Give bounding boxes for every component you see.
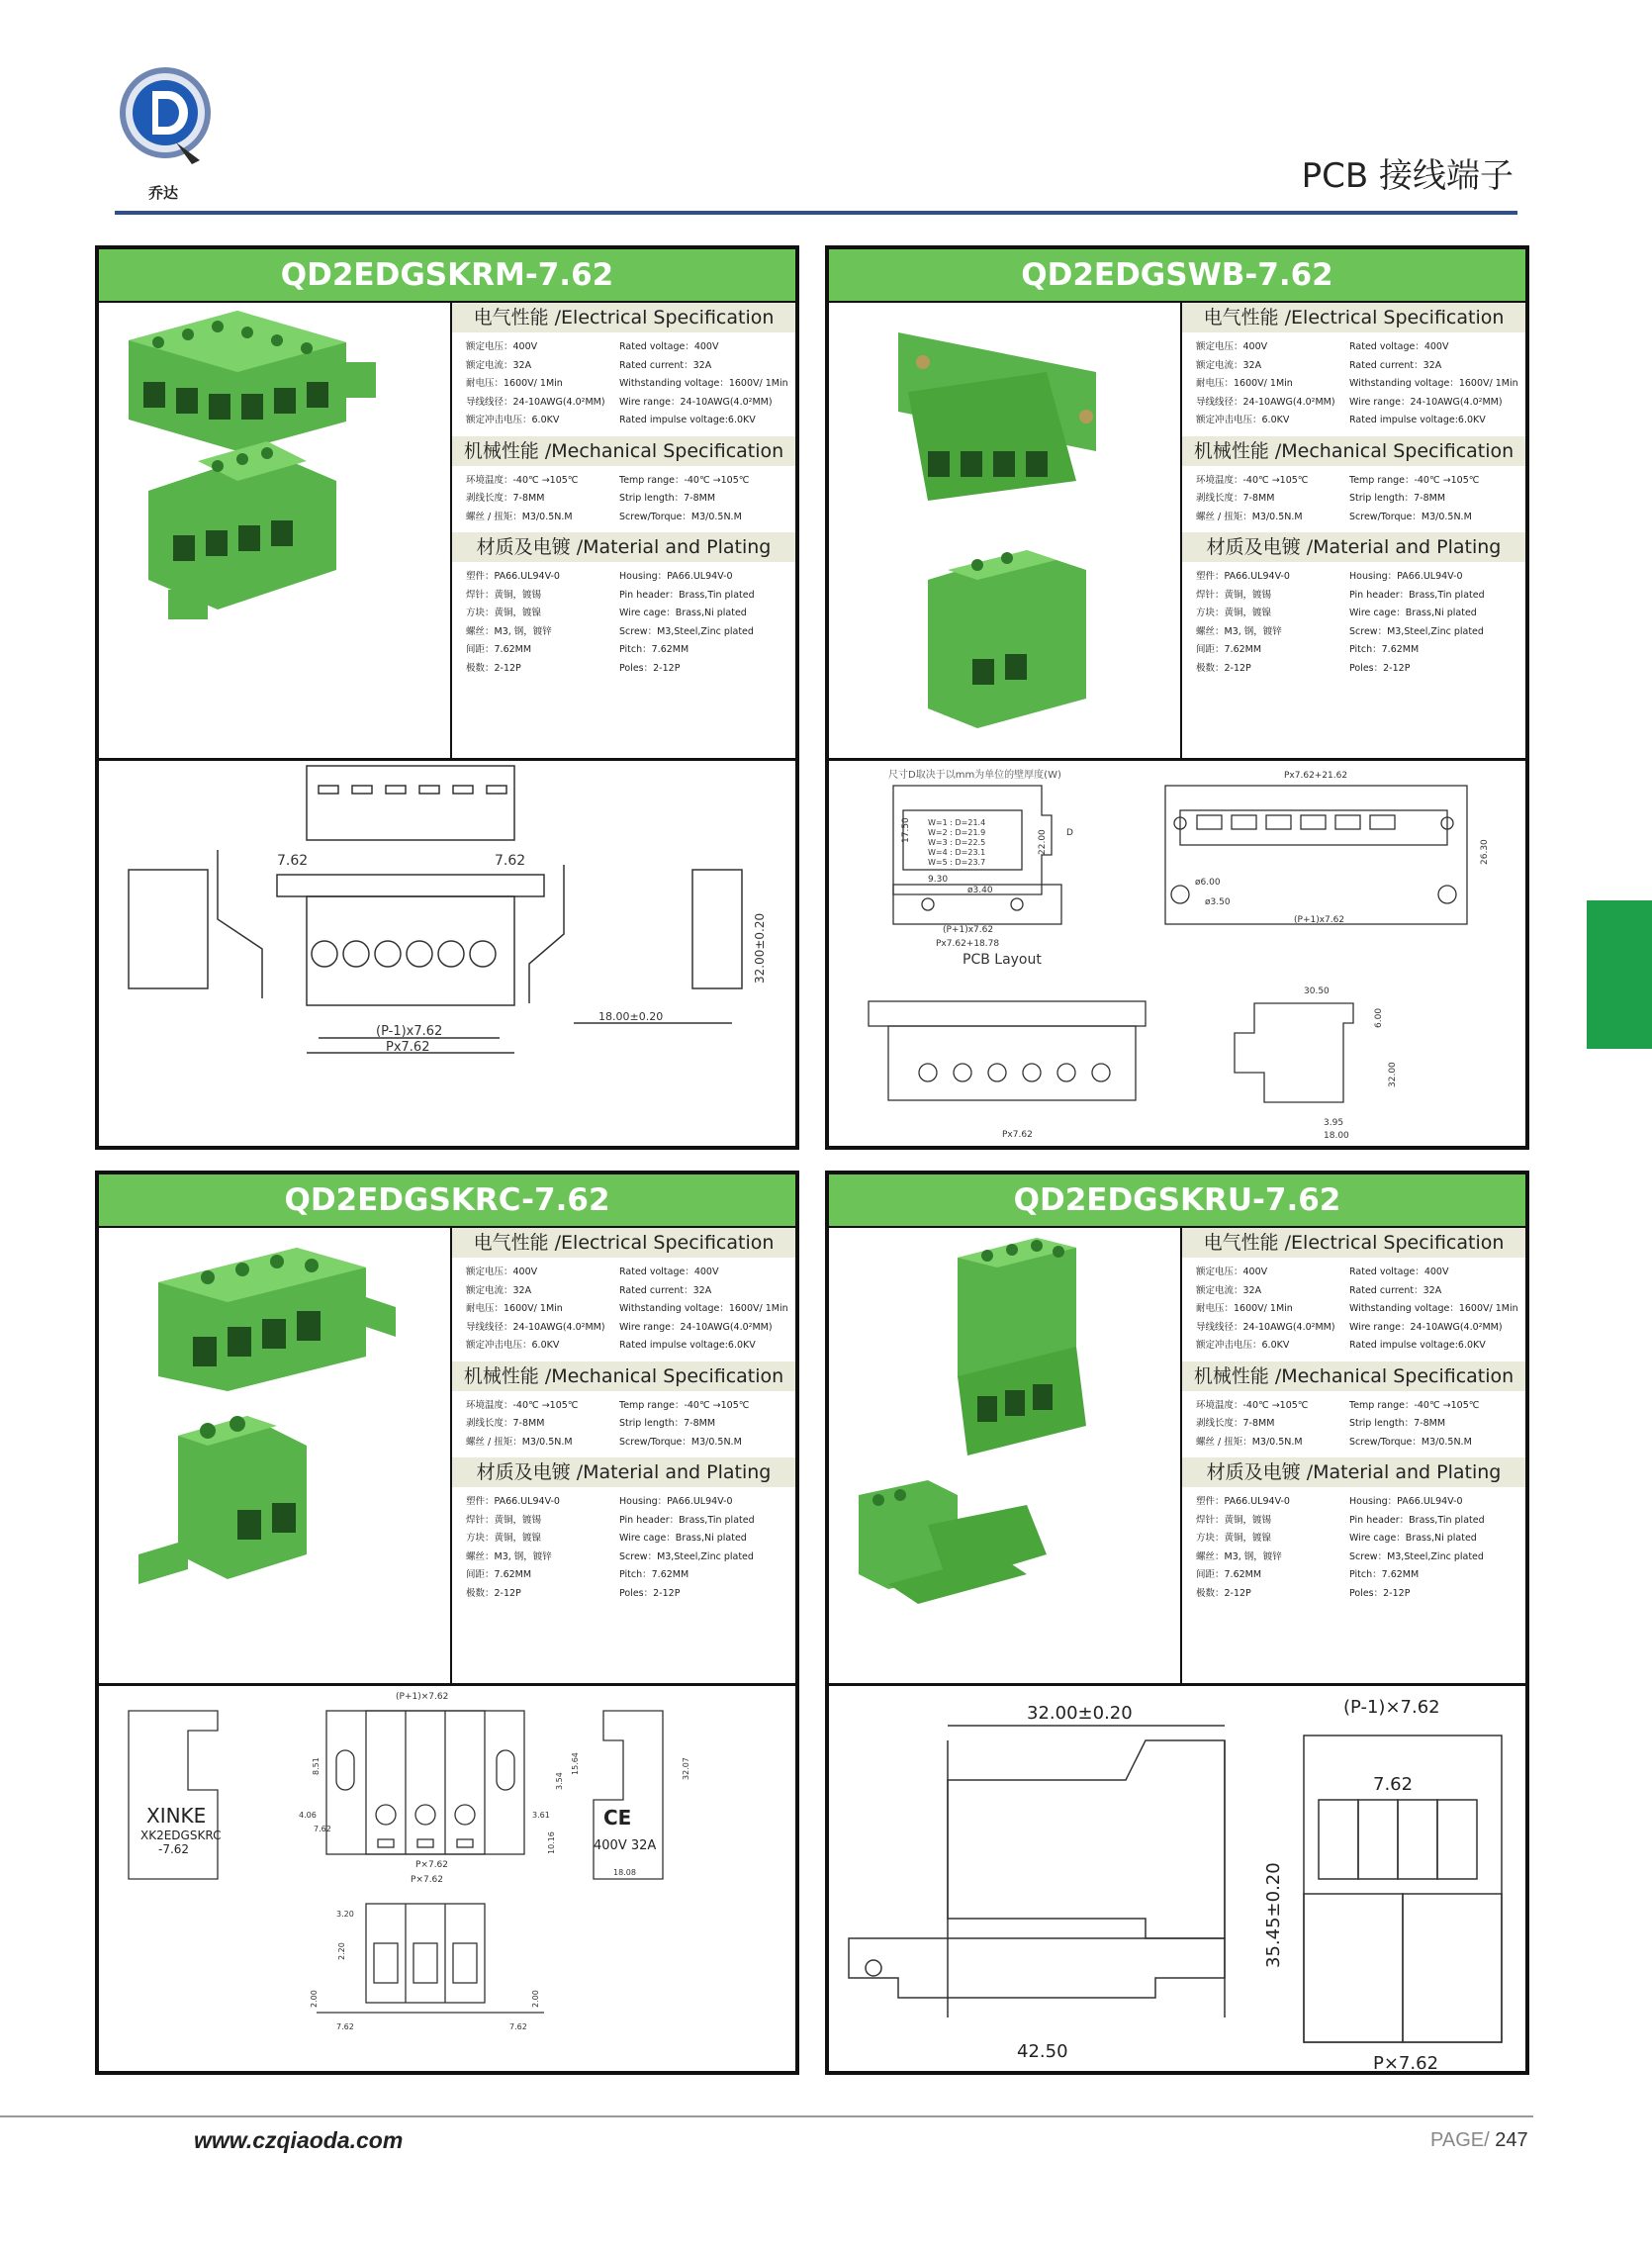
spec-row: 间距：7.62MM Pitch：7.62MM xyxy=(1196,644,1420,655)
spec-panel xyxy=(452,303,795,758)
product-panel-3 xyxy=(95,1171,799,2075)
svg-text:W=1 : D=21.4: W=1 : D=21.4 xyxy=(928,818,986,827)
spec-row: 极数：2-12P Poles：2-12P xyxy=(466,1587,681,1599)
spec-row: 间距：7.62MM Pitch：7.62MM xyxy=(466,1569,689,1580)
spec-row: 间距：7.62MM Pitch：7.62MM xyxy=(466,644,689,655)
svg-text:W=3 : D=22.5: W=3 : D=22.5 xyxy=(928,838,986,847)
spec-row: 额定电流：32A Rated current：32A xyxy=(466,1284,712,1296)
svg-text:7.62: 7.62 xyxy=(336,2022,354,2031)
svg-text:ø3.40: ø3.40 xyxy=(967,886,993,895)
header-rule xyxy=(115,211,1517,215)
technical-drawing xyxy=(829,1681,1525,2071)
svg-text:3.20: 3.20 xyxy=(336,1910,354,1919)
spec-row: 方块：黄铜，镀镍 Wire cage：Brass,Ni plated xyxy=(1196,608,1477,618)
svg-text:8.51: 8.51 xyxy=(312,1757,321,1775)
spec-row: 螺丝 / 扭矩：M3/0.5N.M Screw/Torque：M3/0.5N.M xyxy=(466,511,742,522)
dim-depth: 18.00±0.20 xyxy=(598,1010,664,1023)
dim-pitch: 7.62 xyxy=(277,853,309,869)
spec-row: 螺丝：M3, 钢，镀锌 Screw：M3,Steel,Zinc plated xyxy=(466,1550,754,1562)
mechanical-spec-heading: 机械性能 /Mechanical Specification xyxy=(1182,1361,1525,1391)
svg-text:(P+1)×7.62: (P+1)×7.62 xyxy=(396,1692,449,1702)
product-photo xyxy=(99,1228,452,1683)
spec-row: 环境温度：-40℃ →105℃ Temp range：-40℃ →105℃ xyxy=(466,1399,750,1411)
footer-rule xyxy=(0,2115,1533,2117)
spec-row: 塑件：PA66.UL94V-0 Housing：PA66.UL94V-0 xyxy=(466,571,733,582)
spec-row: 环境温度：-40℃ →105℃ Temp range：-40℃ →105℃ xyxy=(1196,1399,1480,1411)
svg-text:W=4 : D=23.1: W=4 : D=23.1 xyxy=(928,848,986,857)
ce-mark: CE xyxy=(603,1806,632,1830)
spec-row: 耐电压：1600V/ 1Min Withstanding voltage：1600V/ 1Min xyxy=(466,378,788,389)
product-panel-4 xyxy=(825,1171,1529,2075)
svg-text:7.62: 7.62 xyxy=(509,2022,527,2031)
spec-row: 极数：2-12P Poles：2-12P xyxy=(466,662,681,674)
svg-text:3.95: 3.95 xyxy=(1324,1118,1344,1128)
electrical-spec-heading: 电气性能 /Electrical Specification xyxy=(452,1228,795,1258)
spec-row: 螺丝：M3, 钢，镀锌 Screw：M3,Steel,Zinc plated xyxy=(466,625,754,637)
spec-row: 耐电压：1600V/ 1Min Withstanding voltage：1600V/ 1Min xyxy=(1196,1303,1518,1314)
electrical-spec-heading: 电气性能 /Electrical Specification xyxy=(1182,1228,1525,1258)
svg-text:2.20: 2.20 xyxy=(337,1942,346,1960)
product-photo xyxy=(829,303,1182,758)
svg-text:30.50: 30.50 xyxy=(1304,986,1330,996)
svg-text:6.00: 6.00 xyxy=(1374,1007,1384,1028)
spec-row: 方块：黄铜，镀镍 Wire cage：Brass,Ni plated xyxy=(466,608,747,618)
technical-drawing xyxy=(99,756,795,1146)
svg-text:17.50: 17.50 xyxy=(901,817,911,843)
spec-row: 塑件：PA66.UL94V-0 Housing：PA66.UL94V-0 xyxy=(1196,1496,1463,1507)
svg-text:W=5 : D=23.7: W=5 : D=23.7 xyxy=(928,858,986,867)
svg-text:15.64: 15.64 xyxy=(571,1752,580,1775)
svg-text:9.30: 9.30 xyxy=(928,875,949,885)
dim-height: 32.00±0.20 xyxy=(753,912,767,984)
spec-row: 螺丝 / 扭矩：M3/0.5N.M Screw/Torque：M3/0.5N.M xyxy=(1196,1436,1472,1448)
spec-panel xyxy=(1182,1228,1525,1683)
electrical-spec-heading: 电气性能 /Electrical Specification xyxy=(452,303,795,332)
material-spec-heading: 材质及电镀 /Material and Plating xyxy=(452,1457,795,1487)
spec-row: 耐电压：1600V/ 1Min Withstanding voltage：1600V/ 1Min xyxy=(466,1303,788,1314)
brand-text: XINKE xyxy=(146,1804,207,1828)
technical-drawing xyxy=(99,1681,795,2071)
product-panel-2 xyxy=(825,245,1529,1150)
spec-row: 额定冲击电压：6.0KV Rated impulse voltage:6.0KV xyxy=(1196,1340,1486,1351)
spec-row: 额定电压：400V Rated voltage：400V xyxy=(466,341,719,352)
spec-panel xyxy=(452,1228,795,1683)
dim-note: 尺寸D取决于以mm为单位的壁厚度(W) xyxy=(888,770,1061,781)
spec-row: 焊针：黄铜，镀锡 Pin header：Brass,Tin plated xyxy=(466,1514,755,1526)
spec-row: 耐电压：1600V/ 1Min Withstanding voltage：1600V/ 1Min xyxy=(1196,378,1518,389)
svg-text:W=2 : D=21.9: W=2 : D=21.9 xyxy=(928,828,986,837)
svg-text:7.62: 7.62 xyxy=(314,1825,331,1833)
spec-panel xyxy=(1182,303,1525,758)
dim-pitch: 7.62 xyxy=(1373,1774,1414,1795)
product-photo xyxy=(829,1228,1182,1683)
svg-text:18.00: 18.00 xyxy=(1324,1131,1349,1141)
product-title: QD2EDGSKRC-7.62 xyxy=(99,1174,795,1228)
spec-row: 剥线长度：7-8MM Strip length：7-8MM xyxy=(1196,493,1446,504)
spec-row: 剥线长度：7-8MM Strip length：7-8MM xyxy=(466,493,716,504)
spec-row: 额定电流：32A Rated current：32A xyxy=(1196,1284,1442,1296)
page-label: PAGE/ xyxy=(1430,2129,1490,2151)
spec-row: 螺丝 / 扭矩：M3/0.5N.M Screw/Torque：M3/0.5N.M xyxy=(1196,511,1472,522)
svg-text:22.00: 22.00 xyxy=(1038,829,1048,855)
svg-text:3.54: 3.54 xyxy=(555,1772,564,1790)
spec-row: 额定电流：32A Rated current：32A xyxy=(466,359,712,371)
spec-row: 环境温度：-40℃ →105℃ Temp range：-40℃ →105℃ xyxy=(466,474,750,486)
svg-text:D: D xyxy=(1066,828,1073,838)
spec-row: 额定电压：400V Rated voltage：400V xyxy=(1196,341,1449,352)
dim-top: 32.00±0.20 xyxy=(1027,1703,1133,1724)
svg-text:2.00: 2.00 xyxy=(310,1990,319,2008)
dim-span: (P-1)x7.62 xyxy=(376,1024,443,1039)
dim-pitch2: 7.62 xyxy=(495,853,526,869)
spec-row: 焊针：黄铜，镀锡 Pin header：Brass,Tin plated xyxy=(1196,589,1485,601)
svg-text:Px7.62: Px7.62 xyxy=(1002,1130,1033,1140)
dim-side: 35.45±0.20 xyxy=(1263,1862,1284,1968)
spec-row: 剥线长度：7-8MM Strip length：7-8MM xyxy=(466,1418,716,1429)
product-title: QD2EDGSWB-7.62 xyxy=(829,249,1525,303)
spec-row: 螺丝 / 扭矩：M3/0.5N.M Screw/Torque：M3/0.5N.M xyxy=(466,1436,742,1448)
spec-row: 额定电流：32A Rated current：32A xyxy=(1196,359,1442,371)
product-title: QD2EDGSKRM-7.62 xyxy=(99,249,795,303)
dim-bottom: 42.50 xyxy=(1017,2041,1068,2062)
page-number-value: 247 xyxy=(1495,2129,1528,2151)
svg-text:3.61: 3.61 xyxy=(532,1811,550,1820)
svg-text:10.16: 10.16 xyxy=(547,1831,556,1854)
svg-text:ø6.00: ø6.00 xyxy=(1195,878,1221,888)
spec-row: 导线线径：24-10AWG(4.0²MM) Wire range：24-10AWG(4.0²MM) xyxy=(1196,1321,1503,1333)
spec-row: 导线线径：24-10AWG(4.0²MM) Wire range：24-10AWG(4.0²MM) xyxy=(466,1321,773,1333)
product-photo xyxy=(99,303,452,758)
spec-row: 额定电压：400V Rated voltage：400V xyxy=(1196,1267,1449,1277)
svg-text:ø3.50: ø3.50 xyxy=(1205,897,1231,907)
electrical-spec-heading: 电气性能 /Electrical Specification xyxy=(1182,303,1525,332)
svg-text:-7.62: -7.62 xyxy=(158,1842,190,1856)
spec-row: 环境温度：-40℃ →105℃ Temp range：-40℃ →105℃ xyxy=(1196,474,1480,486)
spec-row: 方块：黄铜，镀镍 Wire cage：Brass,Ni plated xyxy=(466,1533,747,1544)
spec-row: 极数：2-12P Poles：2-12P xyxy=(1196,662,1411,674)
svg-text:(P+1)x7.62: (P+1)x7.62 xyxy=(943,925,994,935)
side-tab xyxy=(1587,900,1652,1049)
spec-row: 方块：黄铜，镀镍 Wire cage：Brass,Ni plated xyxy=(1196,1533,1477,1544)
svg-text:Px7.62+18.78: Px7.62+18.78 xyxy=(936,939,1000,949)
svg-text:4.06: 4.06 xyxy=(299,1811,317,1820)
spec-row: 焊针：黄铜，镀锡 Pin header：Brass,Tin plated xyxy=(466,589,755,601)
svg-text:(P+1)x7.62: (P+1)x7.62 xyxy=(1294,915,1345,925)
spec-row: 额定冲击电压：6.0KV Rated impulse voltage:6.0KV xyxy=(1196,415,1486,425)
website-url[interactable]: www.czqiaoda.com xyxy=(194,2127,404,2153)
material-spec-heading: 材质及电镀 /Material and Plating xyxy=(1182,532,1525,562)
technical-drawing xyxy=(829,756,1525,1146)
spec-row: 焊针：黄铜，镀锡 Pin header：Brass,Tin plated xyxy=(1196,1514,1485,1526)
svg-text:26.30: 26.30 xyxy=(1480,839,1490,865)
spec-row: 间距：7.62MM Pitch：7.62MM xyxy=(1196,1569,1420,1580)
spec-row: 螺丝：M3, 钢，镀锌 Screw：M3,Steel,Zinc plated xyxy=(1196,625,1484,637)
svg-text:2.00: 2.00 xyxy=(531,1990,540,2008)
mechanical-spec-heading: 机械性能 /Mechanical Specification xyxy=(1182,436,1525,466)
mechanical-spec-heading: 机械性能 /Mechanical Specification xyxy=(452,436,795,466)
svg-text:P×7.62: P×7.62 xyxy=(411,1875,444,1885)
svg-text:Px7.62+21.62: Px7.62+21.62 xyxy=(1284,771,1348,781)
svg-text:XK2EDGSKRC: XK2EDGSKRC xyxy=(140,1829,222,1842)
svg-text:32.00: 32.00 xyxy=(1388,1062,1398,1087)
svg-text:P×7.62: P×7.62 xyxy=(415,1860,449,1870)
svg-text:400V 32A: 400V 32A xyxy=(594,1838,657,1853)
svg-text:18.08: 18.08 xyxy=(613,1868,636,1877)
spec-row: 额定冲击电压：6.0KV Rated impulse voltage:6.0KV xyxy=(466,1340,756,1351)
spec-row: 额定电压：400V Rated voltage：400V xyxy=(466,1267,719,1277)
dim-total: Px7.62 xyxy=(386,1040,430,1055)
pcb-layout-label: PCB Layout xyxy=(963,952,1042,968)
spec-row: 塑件：PA66.UL94V-0 Housing：PA66.UL94V-0 xyxy=(466,1496,733,1507)
spec-row: 导线线径：24-10AWG(4.0²MM) Wire range：24-10AWG(4.0²MM) xyxy=(466,396,773,408)
spec-row: 螺丝：M3, 钢，镀锌 Screw：M3,Steel,Zinc plated xyxy=(1196,1550,1484,1562)
dim-span: (P-1)×7.62 xyxy=(1343,1697,1440,1718)
svg-text:32.07: 32.07 xyxy=(682,1757,690,1780)
spec-row: 塑件：PA66.UL94V-0 Housing：PA66.UL94V-0 xyxy=(1196,571,1463,582)
spec-row: 极数：2-12P Poles：2-12P xyxy=(1196,1587,1411,1599)
mechanical-spec-heading: 机械性能 /Mechanical Specification xyxy=(452,1361,795,1391)
spec-row: 导线线径：24-10AWG(4.0²MM) Wire range：24-10AWG(4.0²MM) xyxy=(1196,396,1503,408)
product-panel-1 xyxy=(95,245,799,1150)
page-title: PCB 接线端子 xyxy=(1301,156,1514,196)
page-number xyxy=(1430,2129,1528,2152)
product-title: QD2EDGSKRU-7.62 xyxy=(829,1174,1525,1228)
spec-row: 剥线长度：7-8MM Strip length：7-8MM xyxy=(1196,1418,1446,1429)
material-spec-heading: 材质及电镀 /Material and Plating xyxy=(1182,1457,1525,1487)
material-spec-heading: 材质及电镀 /Material and Plating xyxy=(452,532,795,562)
dim-total: P×7.62 xyxy=(1373,2053,1439,2071)
logo-text: 乔达 xyxy=(148,184,179,202)
company-logo xyxy=(117,63,214,200)
spec-row: 额定冲击电压：6.0KV Rated impulse voltage:6.0KV xyxy=(466,415,756,425)
